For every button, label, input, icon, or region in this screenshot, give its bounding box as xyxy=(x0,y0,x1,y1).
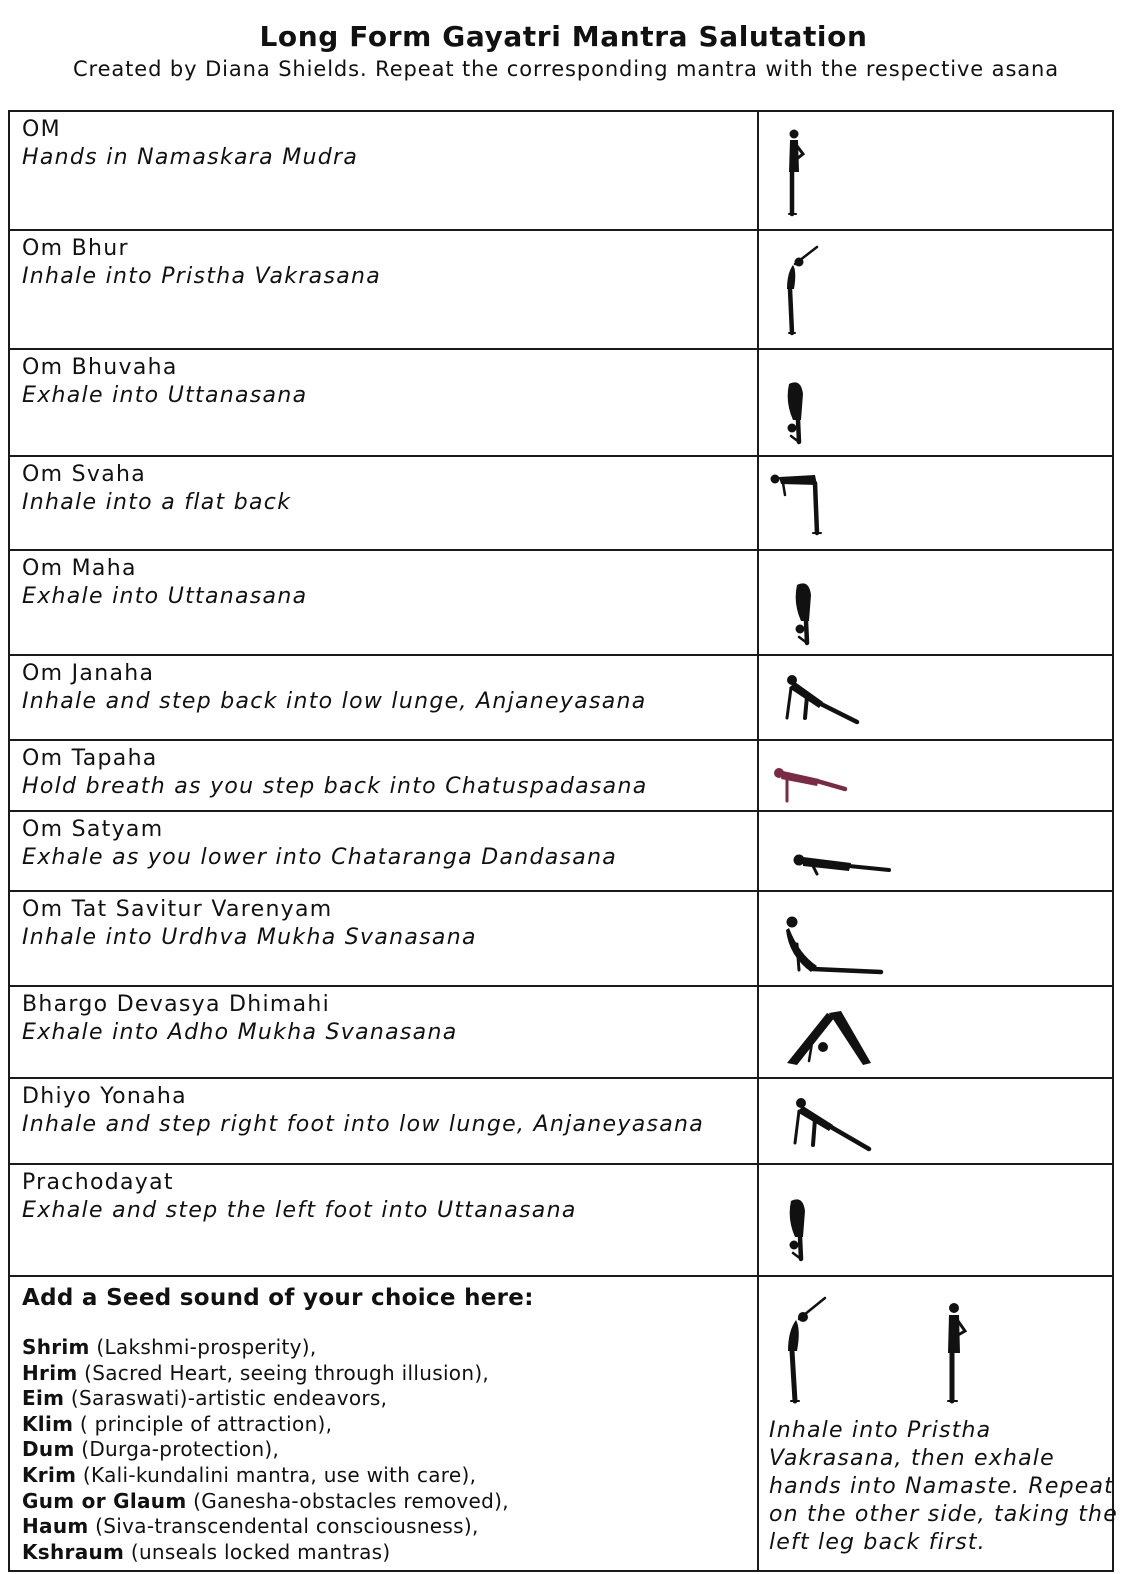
list-item xyxy=(22,1412,747,1438)
standing-namaskara-figure xyxy=(781,128,811,218)
table-row xyxy=(9,891,1113,986)
seed-name: Dum xyxy=(22,1437,75,1462)
seed-meaning: (Sacred Heart, seeing through illusion), xyxy=(77,1360,490,1385)
seed-meaning: (Ganesha-obstacles removed), xyxy=(186,1488,509,1513)
table-row xyxy=(9,1078,1113,1164)
table-row xyxy=(9,456,1113,550)
table-row xyxy=(9,230,1113,349)
forward-fold-figure xyxy=(781,380,811,446)
table-row xyxy=(9,740,1113,811)
mantra-text: Om Bhur xyxy=(22,236,129,261)
backbend-figure xyxy=(781,245,821,337)
instruction-text: Hold breath as you step back into Chatuspadasana xyxy=(22,774,648,799)
list-item xyxy=(22,1437,747,1463)
instruction-text: Exhale into Uttanasana xyxy=(22,584,308,609)
table-row xyxy=(9,1164,1113,1276)
seed-meaning: (Saraswati)-artistic endeavors, xyxy=(64,1386,388,1411)
seed-meaning: (unseals locked mantras) xyxy=(124,1539,391,1564)
downward-dog-figure xyxy=(783,1007,879,1069)
table-row xyxy=(9,811,1113,891)
seed-meaning: (Kali-kundalini mantra, use with care), xyxy=(76,1462,477,1487)
chaturanga-figure xyxy=(791,850,895,880)
instruction-text: Inhale and step right foot into low lunge, Anjaneyasana xyxy=(22,1112,705,1137)
standing-namaskara-figure xyxy=(939,1301,973,1407)
mantra-text: Om Maha xyxy=(22,556,137,581)
list-item xyxy=(22,1463,747,1489)
salutation-table xyxy=(8,110,1118,1572)
seed-meaning: (Siva-transcendental consciousness), xyxy=(88,1514,479,1539)
plank-figure xyxy=(771,765,851,807)
mantra-text: Bhargo Devasya Dhimahi xyxy=(22,992,331,1017)
table-row xyxy=(9,1276,1113,1571)
seed-meaning: (Lakshmi-prosperity), xyxy=(89,1335,317,1359)
seed-name: Gum or Glaum xyxy=(22,1488,187,1513)
seed-meaning: (Durga-protection), xyxy=(74,1437,280,1462)
instruction-text: Exhale as you lower into Chataranga Dandasana xyxy=(22,845,618,870)
table-row xyxy=(9,550,1113,655)
mantra-text: Om Bhuvaha xyxy=(22,355,178,380)
backbend-figure xyxy=(781,1295,831,1407)
list-item xyxy=(22,1489,747,1515)
seed-name: Hrim xyxy=(22,1360,78,1385)
seed-list xyxy=(22,1335,747,1565)
list-item xyxy=(22,1540,747,1566)
mantra-text: Om Satyam xyxy=(22,817,164,842)
upward-dog-figure xyxy=(783,914,887,980)
instruction-text: Exhale into Adho Mukha Svanasana xyxy=(22,1020,458,1045)
instruction-text: Exhale and step the left foot into Uttanasana xyxy=(22,1198,577,1223)
forward-fold-figure xyxy=(789,581,819,647)
mantra-text: Om Tapaha xyxy=(22,746,158,771)
table-row xyxy=(9,349,1113,456)
mantra-text: Om Tat Savitur Varenyam xyxy=(22,897,333,922)
list-item xyxy=(22,1386,747,1412)
seed-name: Shrim xyxy=(22,1335,90,1359)
seed-name: Klim xyxy=(22,1411,74,1436)
instruction-text: Inhale into Urdhva Mukha Svanasana xyxy=(22,925,477,950)
instruction-text: Inhale and step back into low lunge, Anjaneyasana xyxy=(22,689,647,714)
mantra-text: Om Janaha xyxy=(22,661,155,686)
table-row xyxy=(9,655,1113,740)
mantra-text: Prachodayat xyxy=(22,1170,174,1195)
mantra-text: OM xyxy=(22,117,61,142)
table-row xyxy=(9,111,1113,230)
seed-name: Krim xyxy=(22,1462,77,1487)
seed-name: Eim xyxy=(22,1386,65,1411)
seed-name: Kshraum xyxy=(22,1539,125,1564)
final-instruction: Inhale into Pristha Vakrasana, then exhale hands into Namaste. Repeat on the other side, taking the left leg back first. xyxy=(769,1418,1118,1555)
mantra-text: Om Svaha xyxy=(22,462,147,487)
seed-heading: Add a Seed sound of your choice here: xyxy=(22,1285,534,1311)
instruction-text: Inhale into Pristha Vakrasana xyxy=(22,264,382,289)
forward-fold-figure xyxy=(783,1197,813,1263)
instruction-text: Exhale into Uttanasana xyxy=(22,383,308,408)
low-lunge-figure xyxy=(789,1097,875,1157)
flat-back-figure xyxy=(769,471,825,537)
list-item xyxy=(22,1514,747,1540)
list-item xyxy=(22,1361,747,1387)
instruction-text: Inhale into a flat back xyxy=(22,490,292,515)
instruction-text: Hands in Namaskara Mudra xyxy=(22,145,359,170)
seed-meaning: ( principle of attraction), xyxy=(73,1411,333,1436)
low-lunge-figure xyxy=(783,674,863,732)
mantra-text: Dhiyo Yonaha xyxy=(22,1084,187,1109)
seed-name: Haum xyxy=(22,1514,89,1539)
table-row xyxy=(9,986,1113,1078)
page-subtitle: Created by Diana Shields. Repeat the corresponding mantra with the respective asana xyxy=(72,57,1060,81)
page-title: Long Form Gayatri Mantra Salutation xyxy=(259,20,868,53)
list-item xyxy=(22,1335,747,1361)
